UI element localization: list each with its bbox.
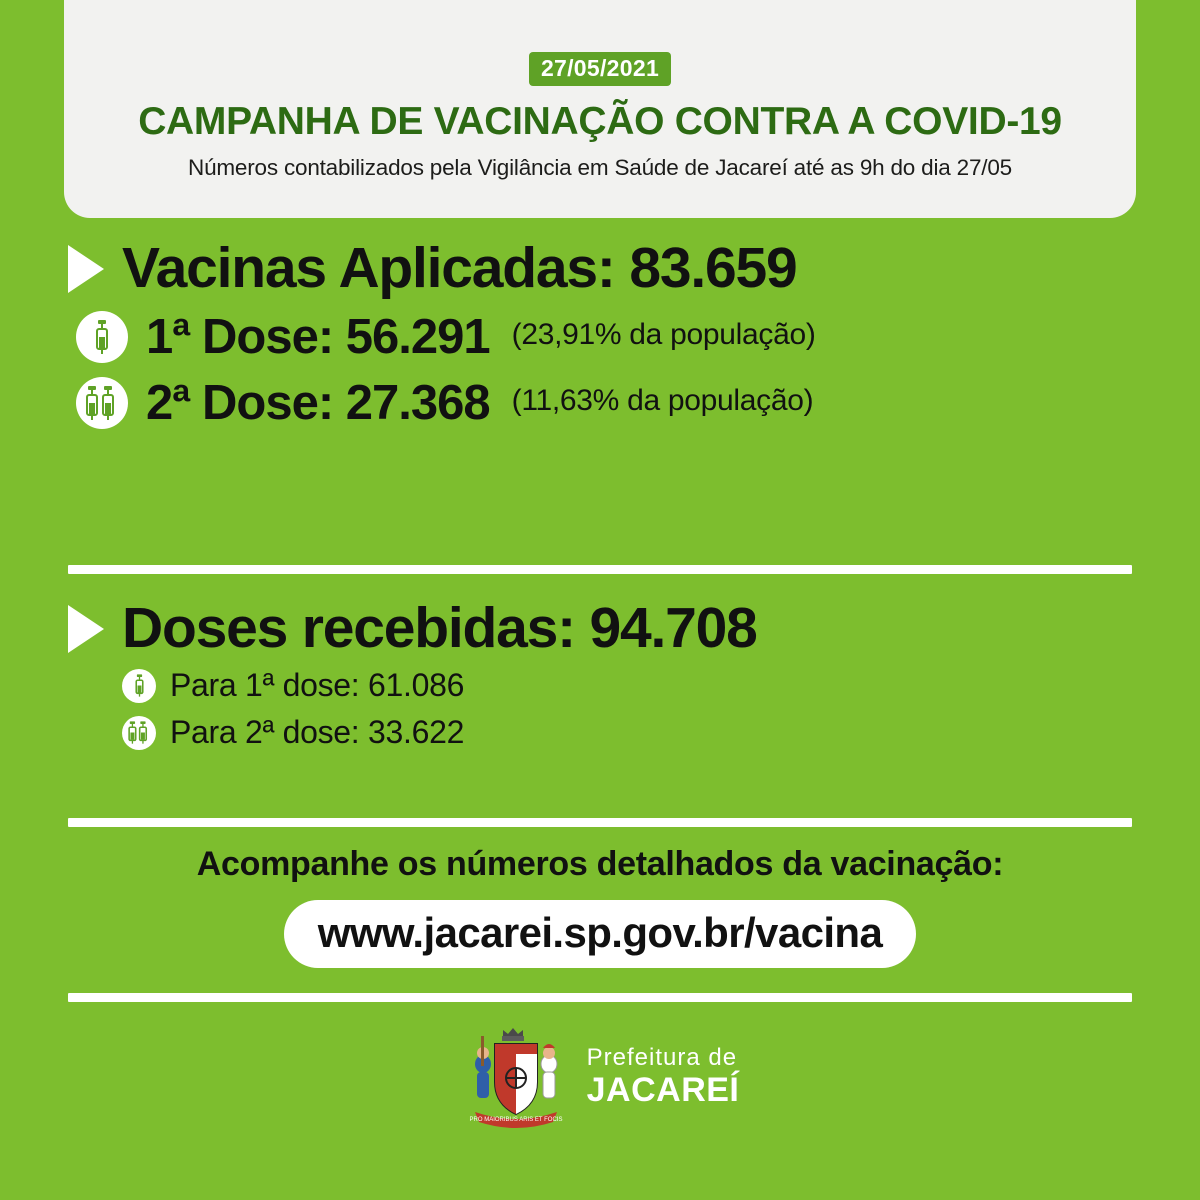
- received-item-1-label: Para 1ª dose: 61.086: [170, 667, 465, 703]
- footer-brand: [0, 1020, 1200, 1132]
- received-doses-section: [0, 596, 1200, 751]
- received-item-1-row: [122, 667, 1200, 704]
- syringe-single-icon: [76, 311, 128, 363]
- applied-dose-2-percent: (11,63% da população): [511, 384, 814, 417]
- header-card: [64, 0, 1136, 218]
- syringe-double-icon: [122, 716, 156, 750]
- applied-dose-2-row: [76, 377, 1200, 429]
- divider-top: [68, 565, 1132, 574]
- received-item-2-label: Para 2ª dose: 33.622: [170, 714, 465, 750]
- applied-heading-row: [0, 236, 1200, 300]
- syringe-double-icon: [76, 377, 128, 429]
- received-heading-row: [0, 596, 1200, 660]
- website-url-pill[interactable]: www.jacarei.sp.gov.br/vacina: [284, 900, 916, 968]
- page-title: CAMPANHA DE VACINAÇÃO CONTRA A COVID-19: [138, 100, 1062, 143]
- brand-line-1: Prefeitura de: [586, 1043, 738, 1071]
- received-heading: Doses recebidas: 94.708: [122, 596, 757, 660]
- page-subtitle: Números contabilizados pela Vigilância em Saúde de Jacareí até as 9h do dia 27/05: [188, 154, 1012, 180]
- applied-heading: Vacinas Aplicadas: 83.659: [122, 236, 797, 300]
- syringe-single-icon: [122, 669, 156, 703]
- applied-dose-2-label: 2ª Dose: 27.368: [146, 375, 490, 430]
- divider-middle: [68, 818, 1132, 827]
- applied-dose-1-percent: (23,91% da população): [511, 318, 816, 351]
- triangle-bullet-icon: [68, 605, 104, 653]
- date-badge: 27/05/2021: [529, 52, 671, 86]
- applied-dose-1-label: 1ª Dose: 56.291: [146, 309, 490, 364]
- jacarei-coat-of-arms-icon: [461, 1020, 571, 1132]
- cta-text: Acompanhe os números detalhados da vacinação:: [196, 845, 1004, 883]
- divider-bottom: [68, 993, 1132, 1002]
- applied-dose-1-row: [76, 311, 1200, 363]
- received-item-2-row: [122, 714, 1200, 751]
- triangle-bullet-icon: [68, 245, 104, 293]
- svg-text:PRO MAIORIBUS ARIS ET FOCIS: PRO MAIORIBUS ARIS ET FOCIS: [469, 1117, 563, 1123]
- brand-line-2: JACAREÍ: [586, 1070, 740, 1109]
- cta-section: [0, 845, 1200, 968]
- applied-doses-section: [0, 236, 1200, 430]
- brand-text: [586, 1043, 740, 1109]
